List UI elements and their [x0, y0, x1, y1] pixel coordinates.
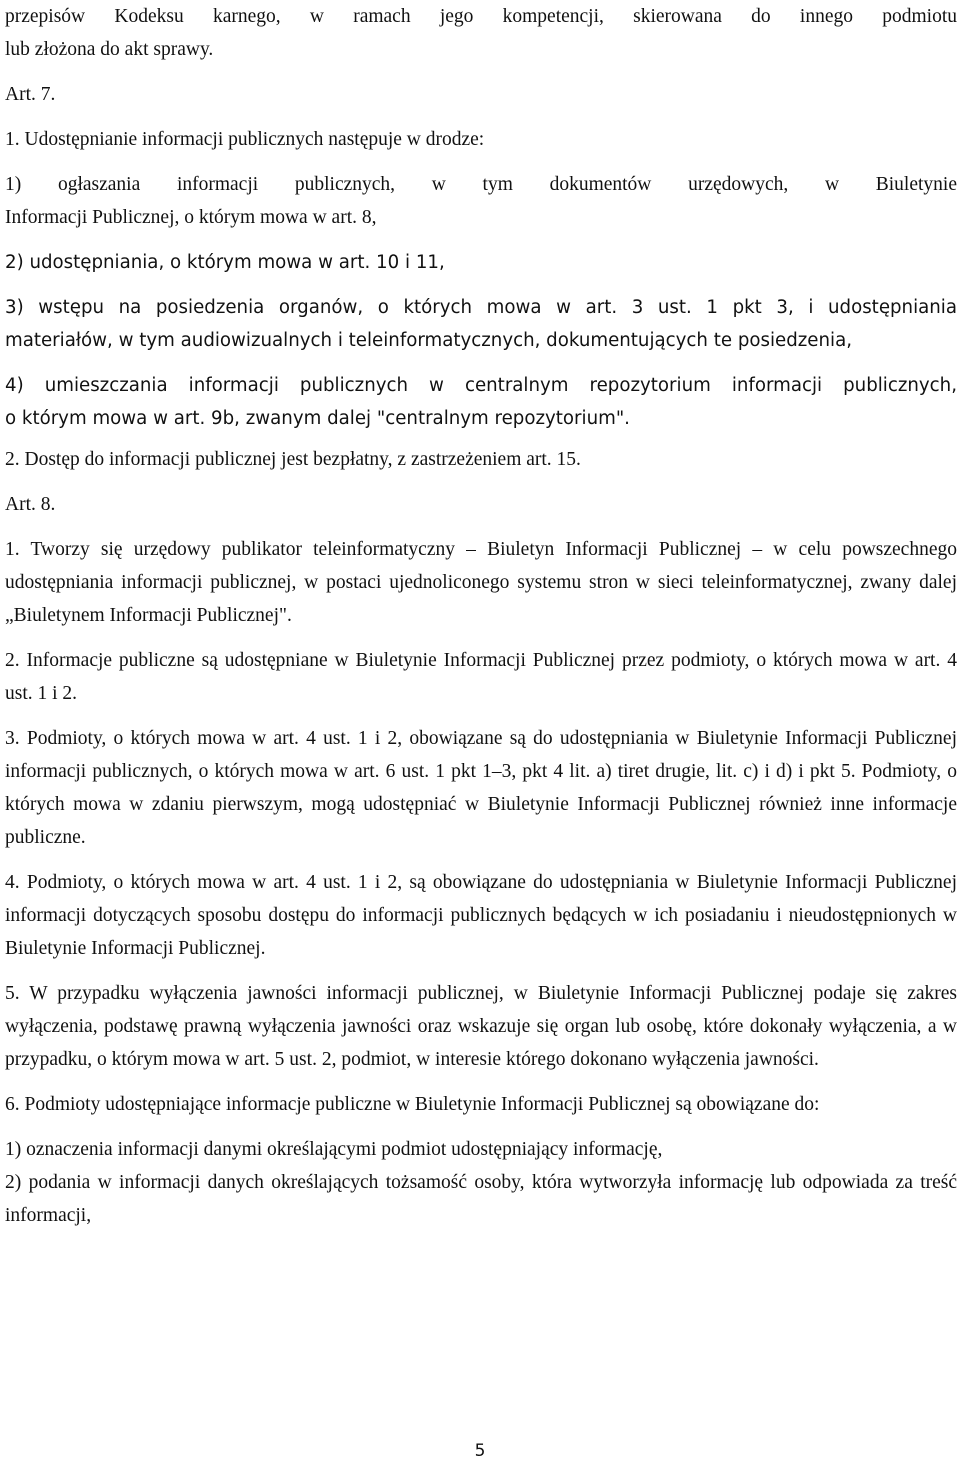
- art7-item-1-line-1: 1) ogłaszania informacji publicznych, w tym dokumentów urzędowych, w Biuletynie: [5, 174, 957, 195]
- spacer: [5, 156, 957, 168]
- art8-paragraph-2: 2. Informacje publiczne są udostępniane w Biuletynie Informacji Publicznej przez podmioty, o których mowa w art. 4 ust. 1 i 2.: [5, 650, 957, 704]
- spacer: [5, 279, 957, 291]
- art8-paragraph-6-item-2: 2) podania w informacji danych określających tożsamość osoby, która wytworzyła informację lub odpowiada za treść informacji,: [5, 1172, 957, 1226]
- art8-paragraph-6-item-1: 1) oznaczenia informacji danymi określającymi podmiot udostępniający informację,: [5, 1139, 663, 1160]
- spacer: [5, 111, 957, 123]
- art8-heading: Art. 8.: [5, 494, 56, 515]
- art7-item-3-line-2: materiałów, w tym audiowizualnych i teleinformatycznych, dokumentujących te posiedzenia,: [5, 330, 852, 351]
- spacer: [5, 476, 957, 488]
- art8-paragraph-5: 5. W przypadku wyłączenia jawności informacji publicznej, w Biuletynie Informacji Publicznej podaje się zakres wyłączenia, podstawę prawną wyłączenia jawności oraz wskazuje się organ lub osobę, które dokonały wyłączenia, a w przypadku, o którym mowa w art. 5 ust. 2, podmiot, w interesie którego dokonano wyłączenia jawności.: [5, 983, 957, 1070]
- spacer: [5, 710, 957, 722]
- intro-line-2: lub złożona do akt sprawy.: [5, 39, 214, 60]
- spacer: [5, 66, 957, 78]
- art7-item-3-line-1: 3) wstępu na posiedzenia organów, o których mowa w art. 3 ust. 1 pkt 3, i udostępniania: [5, 297, 957, 318]
- spacer: [5, 234, 957, 246]
- art8-paragraph-4: 4. Podmioty, o których mowa w art. 4 ust. 1 i 2, są obowiązane do udostępniania w Biuletynie Informacji Publicznej informacji dotyczących sposobu dostępu do informacji publicznych będących w ich posiadaniu i nieudostępnionych w Biuletynie Informacji Publicznej.: [5, 872, 957, 959]
- page-number: 5: [474, 1441, 486, 1461]
- art7-paragraph-1: 1. Udostępnianie informacji publicznych następuje w drodze:: [5, 129, 485, 150]
- art8-paragraph-6: 6. Podmioty udostępniające informacje publiczne w Biuletynie Informacji Publicznej są obowiązane do:: [5, 1094, 820, 1115]
- art7-item-2: 2) udostępniania, o którym mowa w art. 10 i 11,: [5, 252, 445, 273]
- spacer: [5, 632, 957, 644]
- spacer: [5, 1121, 957, 1133]
- spacer: [5, 357, 957, 369]
- art7-heading: Art. 7.: [5, 84, 56, 105]
- intro-line-1: przepisów Kodeksu karnego, w ramach jego kompetencji, skierowana do innego podmiotu: [5, 6, 957, 27]
- art7-item-4-line-2: o którym mowa w art. 9b, zwanym dalej "centralnym repozytorium".: [5, 408, 630, 429]
- art8-paragraph-3: 3. Podmioty, o których mowa w art. 4 ust. 1 i 2, obowiązane są do udostępniania w Biuletynie Informacji Publicznej informacji publicznych, o których mowa w art. 6 ust. 1 pkt 1–3, pkt 4 lit. a) tiret drugie, lit. c) i d) i pkt 5. Podmioty, o których mowa w zdaniu pierwszym, mogą udostępniać w Biuletynie Informacji Publicznej również inne informacje publiczne.: [5, 728, 957, 848]
- art7-item-1-line-2: Informacji Publicznej, o którym mowa w art. 8,: [5, 207, 377, 228]
- spacer: [5, 435, 957, 443]
- spacer: [5, 521, 957, 533]
- document-page: [5, 0, 957, 1232]
- spacer: [5, 965, 957, 977]
- art7-paragraph-2: 2. Dostęp do informacji publicznej jest bezpłatny, z zastrzeżeniem art. 15.: [5, 449, 581, 470]
- art7-item-4-line-1: 4) umieszczania informacji publicznych w centralnym repozytorium informacji publicznych,: [5, 375, 957, 396]
- spacer: [5, 854, 957, 866]
- spacer: [5, 1076, 957, 1088]
- art8-paragraph-1: 1. Tworzy się urzędowy publikator teleinformatyczny – Biuletyn Informacji Publicznej – w celu powszechnego udostępniania informacji publicznej, w postaci ujednoliconego systemu stron w sieci teleinformatycznej, zwany dalej „Biuletynem Informacji Publicznej".: [5, 539, 957, 626]
